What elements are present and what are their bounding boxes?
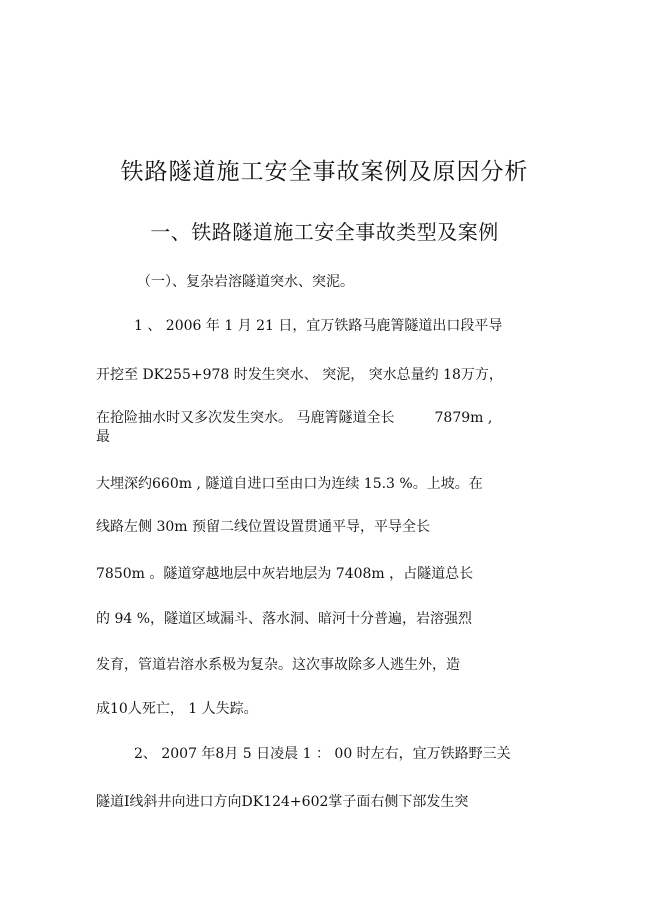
paragraph-line: 发育，管道岩溶水系极为复杂。这次事故除多人逃生外，造 bbox=[96, 657, 460, 673]
paragraph-line: 7850m 。隧道穿越地层中灰岩地层为 7408m ，占隧道总长 bbox=[96, 566, 474, 582]
subsection-heading: （一）、复杂岩溶隧道突水、突泥。 bbox=[137, 274, 354, 290]
paragraph-line: 最 bbox=[96, 429, 110, 445]
document-title: 铁路隧道施工安全事故案例及原因分析 bbox=[120, 159, 529, 185]
paragraph-line: 线路左侧 30m 预留二线位置设置贯通平导，平导全长 bbox=[96, 519, 430, 535]
paragraph-line: 1 、 2006 年 1 月 21 日，宜万铁路马鹿箐隧道出口段平导 bbox=[134, 318, 503, 334]
paragraph-line: 隧道I线斜井向进口方向DK124+602掌子面右侧下部发生突 bbox=[96, 794, 469, 810]
paragraph-line: 的 94 %，隧道区域漏斗、落水洞、暗河十分普遍，岩溶强烈 bbox=[96, 611, 473, 627]
paragraph-line: 在抢险抽水时又多次发生突水。 马鹿箐隧道全长 7879m , bbox=[96, 410, 493, 426]
paragraph-line: 大埋深约660m , 隧道自进口至由口为连续 15.3 %。上坡。在 bbox=[96, 476, 483, 492]
paragraph-line: 成10人死亡， 1 人失踪。 bbox=[96, 701, 258, 717]
paragraph-line: 开挖至 DK255+978 时发生突水、 突泥， 突水总量约 18万方， bbox=[96, 367, 503, 383]
section-heading-1: 一、铁路隧道施工安全事故类型及案例 bbox=[150, 220, 499, 244]
paragraph-line: 2、 2007 年8月 5 日凌晨 1 ： 00 时左右，宜万铁路野三关 bbox=[134, 746, 511, 762]
